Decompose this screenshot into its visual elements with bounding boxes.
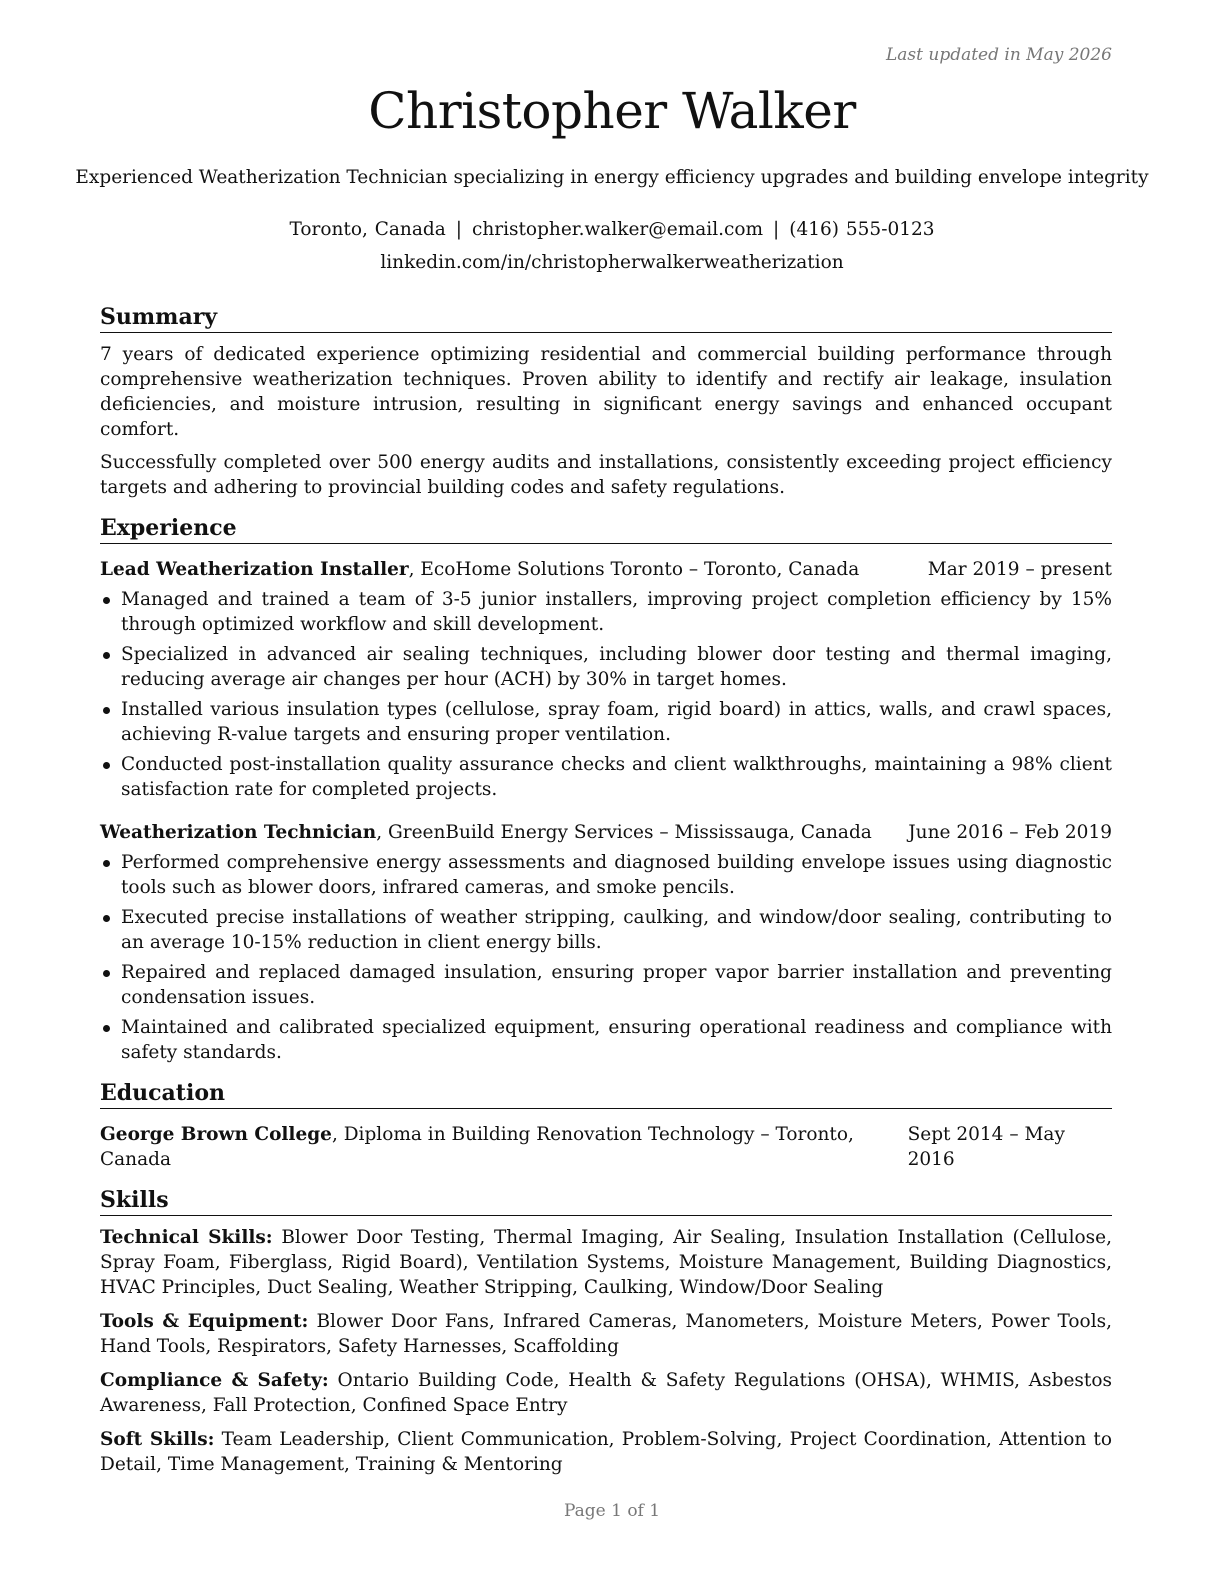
skill-group-text: Blower Door Testing, Thermal Imaging, Air Sealing, Insulation Installation (Cellulose, Spray Foam, Fiberglass, Rigid Board), Ventilation Systems, Moisture Management, Building Diagnostics, HVAC Principles, Duct Sealing, Weather Stripping, Caulking, Window/Door Sealing [100, 1227, 1112, 1298]
job-header [100, 820, 1112, 845]
skill-group-text: Team Leadership, Client Communication, Problem-Solving, Project Coordination, Attention to Detail, Time Management, Training & Mentoring [100, 1429, 1112, 1475]
job-org: , GreenBuild Energy Services – Mississauga, Canada [376, 822, 872, 843]
list-item: Specialized in advanced air sealing techniques, including blower door testing and thermal imaging, reducing average air changes per hour (ACH) by 30% in target homes. [121, 644, 1112, 690]
skill-group [100, 1427, 1112, 1477]
phone: (416) 555-0123 [789, 219, 935, 240]
job-bullets [100, 850, 1112, 1065]
job-entry [100, 557, 1112, 802]
section-title-education: Education [100, 1079, 1112, 1109]
skill-group-label: Tools & Equipment: [100, 1311, 309, 1332]
contact-line [0, 219, 1224, 240]
section-title-summary: Summary [100, 303, 1112, 333]
skill-group-text: Ontario Building Code, Health & Safety Regulations (OHSA), WHMIS, Asbestos Awareness, Fall Protection, Confined Space Entry [100, 1370, 1112, 1416]
summary-paragraph: 7 years of dedicated experience optimizing residential and commercial building performance through comprehensive weatherization techniques. Proven ability to identify and rectify air leakage, insulation deficiencies, and moisture intrusion, resulting in significant energy savings and enhanced occupant comfort. [100, 344, 1112, 440]
skill-group-text: Blower Door Fans, Infrared Cameras, Manometers, Moisture Meters, Power Tools, Hand Tools, Respirators, Safety Harnesses, Scaffolding [100, 1311, 1112, 1357]
list-item: Conducted post-installation quality assurance checks and client walkthroughs, maintaining a 98% client satisfaction rate for completed projects. [121, 754, 1112, 800]
skill-group-label: Technical Skills: [100, 1227, 273, 1248]
list-item: Executed precise installations of weather stripping, caulking, and window/door sealing, contributing to an average 10-15% reduction in client energy bills. [121, 907, 1112, 953]
list-item: Repaired and replaced damaged insulation, ensuring proper vapor barrier installation and preventing condensation issues. [121, 962, 1112, 1008]
job-dates: Mar 2019 – present [927, 559, 1112, 580]
summary-section [100, 303, 1112, 500]
list-item: Maintained and calibrated specialized equipment, ensuring operational readiness and compliance with safety standards. [121, 1017, 1112, 1063]
job-org: , EcoHome Solutions Toronto – Toronto, Canada [408, 559, 860, 580]
skill-group-label: Soft Skills: [100, 1429, 215, 1450]
page-number: Page 1 of 1 [563, 1501, 661, 1521]
skill-group [100, 1225, 1112, 1300]
job-bullets [100, 587, 1112, 802]
skill-group-label: Compliance & Safety: [100, 1370, 329, 1391]
job-role: Lead Weatherization Installer [100, 559, 409, 580]
list-item: Installed various insulation types (cellulose, spray foam, rigid board) in attics, walls, and crawl spaces, achieving R-value targets and ensuring proper ventilation. [121, 699, 1112, 745]
school-name: George Brown College [100, 1124, 332, 1145]
skill-group [100, 1368, 1112, 1418]
list-item: Performed comprehensive energy assessments and diagnosed building envelope issues using diagnostic tools such as blower doors, infrared cameras, and smoke pencils. [121, 852, 1112, 898]
last-updated: Last updated in May 2026 [885, 45, 1112, 65]
education-detail: , Diploma in Building Renovation Technology – Toronto, Canada [100, 1124, 854, 1170]
email-link[interactable]: christopher.walker@email.com [471, 219, 764, 240]
education-dates: Sept 2014 – May 2016 [907, 1124, 1065, 1170]
tagline: Experienced Weatherization Technician specializing in energy efficiency upgrades and building envelope integrity [75, 167, 1149, 188]
job-dates: June 2016 – Feb 2019 [908, 822, 1112, 843]
skill-group [100, 1309, 1112, 1359]
list-item: Managed and trained a team of 3-5 junior installers, improving project completion efficiency by 15% through optimized workflow and skill development. [121, 589, 1112, 635]
job-role: Weatherization Technician [100, 822, 377, 843]
education-section [100, 1079, 1112, 1172]
separator: | [773, 219, 780, 240]
section-title-experience: Experience [100, 514, 1112, 544]
experience-section [100, 514, 1112, 1065]
job-entry [100, 820, 1112, 1065]
location: Toronto, Canada [289, 219, 446, 240]
separator: | [455, 219, 462, 240]
linkedin-link[interactable]: linkedin.com/in/christopherwalkerweatherization [380, 252, 844, 273]
summary-paragraph: Successfully completed over 500 energy audits and installations, consistently exceeding project efficiency targets and adhering to provincial building codes and safety regulations. [100, 452, 1112, 498]
job-header [100, 557, 1112, 582]
resume-content [100, 303, 1112, 1477]
education-entry [100, 1122, 1112, 1172]
candidate-name: Christopher Walker [368, 82, 856, 140]
skills-section [100, 1186, 1112, 1477]
section-title-skills: Skills [100, 1186, 1112, 1216]
